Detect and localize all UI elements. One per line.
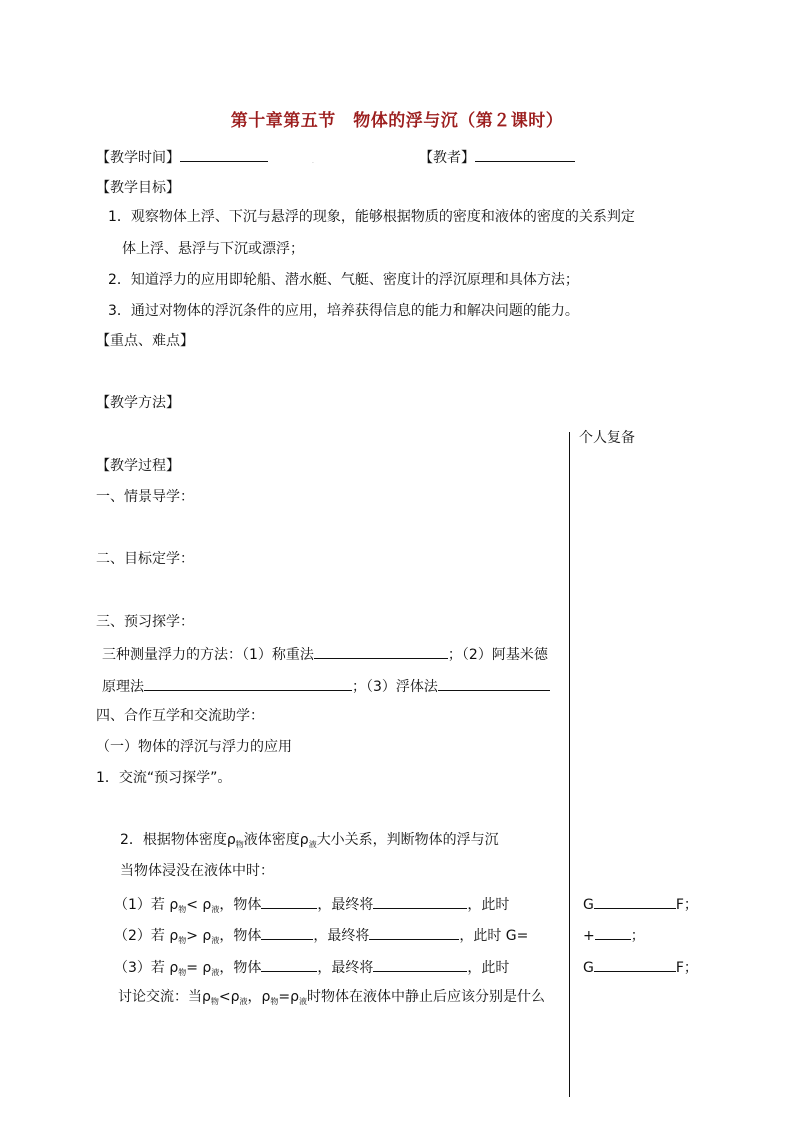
case-2-motion-blank[interactable] <box>261 925 313 940</box>
case-3-final-blank[interactable] <box>373 957 467 972</box>
subsection-1: （一）物体的浮沉与浮力的应用 <box>96 739 292 755</box>
section-scenario: 一、情景导学： <box>96 489 194 505</box>
case-2: （2）若 $\rho_物> \rho_液$，物体 ，最终将 ，此时 G= <box>114 925 528 950</box>
side-line-2: + ； <box>583 925 645 945</box>
teacher-blank[interactable] <box>475 147 575 162</box>
immersed-text: 当物体浸没在液体中时： <box>120 863 274 879</box>
question-1: 1．交流“预习探学”。 <box>96 770 232 786</box>
side-line-1: G F； <box>583 894 698 914</box>
goal-item-2: 2．知道浮力的应用即轮船、潜水艇、气艇、密度计的浮沉原理和具体方法； <box>108 272 579 288</box>
margin-divider <box>569 432 570 1097</box>
measure-line-2: 原理法 ；（3）浮体法 <box>102 676 550 696</box>
process-heading: 【教学过程】 <box>96 458 180 474</box>
page-title: 第十章第五节 物体的浮与沉（第２课时） <box>230 111 564 131</box>
teaching-time-field <box>96 147 268 167</box>
side-line-3: G F； <box>583 957 698 977</box>
section-preview: 三、预习探学： <box>96 614 194 630</box>
goal-item-1: 1．观察物体上浮、下沉与悬浮的现象，能够根据物质的密度和液体的密度的关系判定 <box>108 209 635 225</box>
case-2-final-blank[interactable] <box>369 925 459 940</box>
teacher-label: 【教者】 <box>419 150 475 166</box>
case-1-final-blank[interactable] <box>373 894 467 909</box>
archimedes-method-blank[interactable] <box>144 676 352 691</box>
floating-method-blank[interactable] <box>438 676 550 691</box>
case-3-motion-blank[interactable] <box>261 957 317 972</box>
case-1-motion-blank[interactable] <box>261 894 317 909</box>
section-cooperate: 四、合作互学和交流助学： <box>96 708 264 724</box>
case-3: （3）若 $\rho_物= \rho_液$，物体 ，最终将 ，此时 <box>114 957 509 982</box>
case-1: （1）若 $\rho_物< \rho_液$，物体 ，最终将 ，此时 <box>114 894 509 919</box>
measure-line-1: 三种测量浮力的方法：（1）称重法 ；（2）阿基米德 <box>102 644 548 664</box>
goal-item-1-cont: 体上浮、悬浮与下沉或漂浮； <box>122 241 304 257</box>
teacher-field <box>419 147 575 167</box>
goal-item-3: 3．通过对物体的浮沉条件的应用，培养获得信息的能力和解决问题的能力。 <box>108 303 579 319</box>
teaching-time-label: 【教学时间】 <box>96 150 180 166</box>
question-2: 2．根据物体密度$\rho_物$液体密度$\rho_液$大小关系，判断物体的浮与沉 <box>120 832 499 849</box>
side-notes-heading: 个人复备 <box>579 430 635 446</box>
weighing-method-blank[interactable] <box>314 644 448 659</box>
discussion: 讨论交流：当$\rho_物<\rho_液$，$\rho_物=\rho_液$时物体在液体中静止后应该分别是什么 <box>118 989 546 1006</box>
side-line-2-blank[interactable] <box>595 925 631 940</box>
side-line-3-blank[interactable] <box>594 957 676 972</box>
goals-heading: 【教学目标】 <box>96 180 180 196</box>
key-points-heading: 【重点、难点】 <box>96 333 194 349</box>
stray-dot: · <box>312 160 314 167</box>
side-line-1-blank[interactable] <box>594 894 676 909</box>
teaching-time-blank[interactable] <box>180 147 268 162</box>
method-heading: 【教学方法】 <box>96 395 180 411</box>
section-goals: 二、目标定学： <box>96 551 194 567</box>
